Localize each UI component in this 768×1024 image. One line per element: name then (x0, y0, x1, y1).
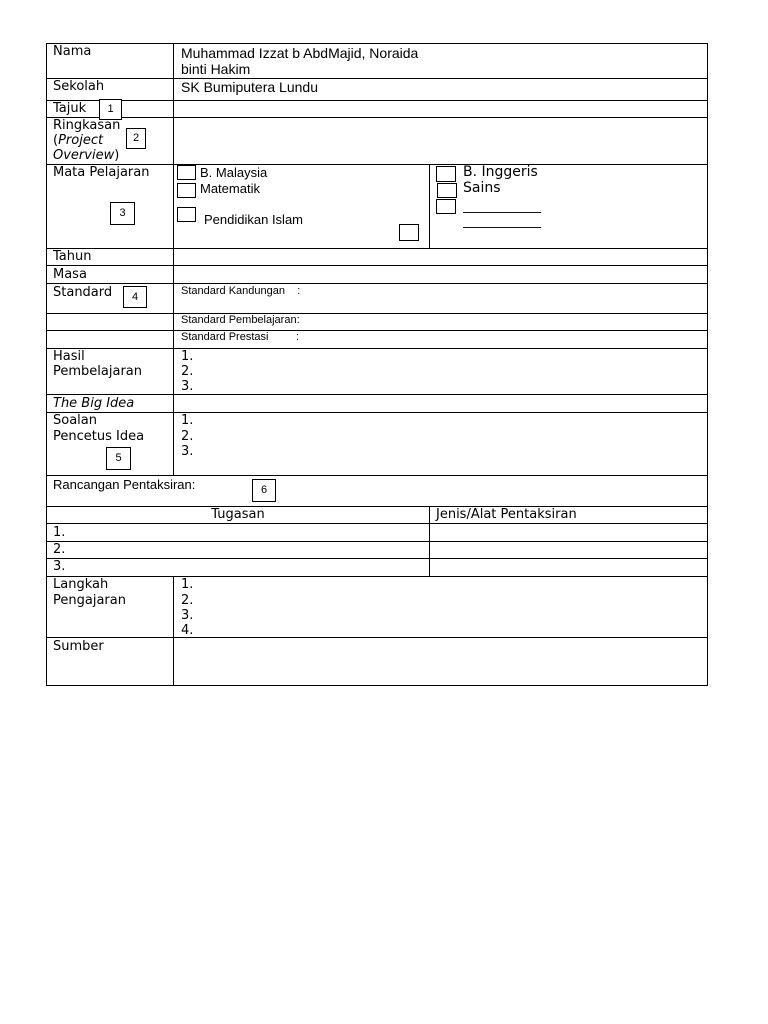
masa-label: Masa (53, 267, 87, 282)
langkah-item-1: 1. (181, 577, 194, 592)
langkah-label-line2: Pengajaran (53, 593, 126, 608)
rule (173, 43, 174, 476)
checkbox-matematik[interactable] (177, 183, 196, 198)
sekolah-value: SK Bumiputera Lundu (181, 79, 318, 95)
rule (46, 541, 708, 542)
checkbox-b-malaysia[interactable] (177, 165, 196, 180)
hasil-label-line2: Pembelajaran (53, 364, 142, 379)
rule (46, 313, 708, 314)
option-blank-1: ____________ (463, 199, 541, 214)
table-row: 3. (53, 559, 66, 574)
rule (46, 330, 708, 331)
rancangan-label: Rancangan Pentaksiran: (53, 477, 196, 492)
option-blank-2: ____________ (463, 214, 541, 229)
soalan-label-line2: Pencetus Idea (53, 429, 145, 444)
langkah-item-3: 3. (181, 608, 194, 623)
langkah-item-4: 4. (181, 623, 194, 638)
rule (46, 265, 708, 266)
rule (46, 475, 708, 476)
rule (46, 558, 708, 559)
option-sains: Sains (463, 180, 501, 196)
rule (46, 283, 708, 284)
big-idea-label: The Big Idea (53, 396, 135, 411)
nama-value-line2: binti Hakim (181, 61, 251, 77)
ringkasan-label-line2: (Project (53, 133, 104, 148)
sekolah-label: Sekolah (53, 79, 105, 94)
sumber-label: Sumber (53, 639, 104, 654)
hasil-item-1: 1. (181, 349, 194, 364)
rule (46, 394, 708, 395)
ringkasan-label-line1: Ringkasan (53, 118, 121, 133)
marker-4: 4 (123, 286, 147, 308)
rule (46, 117, 708, 118)
rule (46, 348, 708, 349)
tahun-label: Tahun (53, 249, 92, 264)
rule (46, 100, 708, 101)
hasil-item-3: 3. (181, 379, 194, 394)
checkbox-sains[interactable] (437, 183, 457, 198)
rule (429, 164, 430, 249)
jenis-alat-header: Jenis/Alat Pentaksiran (436, 507, 577, 522)
marker-5: 5 (106, 447, 131, 470)
rule (46, 43, 708, 44)
nama-label: Nama (53, 44, 92, 59)
hasil-item-2: 2. (181, 364, 194, 379)
standard-pembelajaran: Standard Pembelajaran: (181, 314, 300, 326)
rule (173, 576, 174, 686)
ringkasan-label-line3: Overview) (53, 148, 120, 163)
hasil-label-line1: Hasil (53, 349, 85, 364)
table-row: 1. (53, 525, 66, 540)
rule (46, 637, 708, 638)
marker-1: 1 (99, 99, 122, 120)
checkbox-b-inggeris[interactable] (436, 166, 456, 182)
rule (46, 78, 708, 79)
soalan-item-3: 3. (181, 444, 194, 459)
standard-prestasi: Standard Prestasi : (181, 331, 299, 343)
marker-6: 6 (252, 479, 276, 502)
tajuk-label: Tajuk (53, 101, 87, 116)
rule (46, 43, 47, 686)
langkah-item-2: 2. (181, 593, 194, 608)
rule (707, 43, 708, 686)
checkbox-pendidikan-islam[interactable] (177, 207, 196, 222)
tugasan-header: Tugasan (211, 507, 265, 522)
checkbox-extra[interactable] (399, 224, 419, 241)
option-matematik: Matematik (200, 181, 260, 196)
rule (46, 248, 708, 249)
rule (46, 412, 708, 413)
table-row: 2. (53, 542, 66, 557)
standard-kandungan: Standard Kandungan : (181, 285, 301, 297)
rule (46, 576, 708, 577)
soalan-item-2: 2. (181, 429, 194, 444)
marker-2: 2 (126, 128, 146, 149)
soalan-label-line1: Soalan (53, 413, 97, 428)
nama-value-line1: Muhammad Izzat b AbdMajid, Noraida (181, 45, 419, 61)
option-b-inggeris: B. Inggeris (463, 164, 538, 180)
mata-pelajaran-label: Mata Pelajaran (53, 165, 150, 180)
rule (46, 523, 708, 524)
rule (429, 506, 430, 577)
soalan-item-1: 1. (181, 413, 194, 428)
standard-label: Standard (53, 285, 113, 300)
langkah-label-line1: Langkah (53, 577, 109, 592)
option-pendidikan-islam: Pendidikan Islam (204, 212, 303, 227)
option-b-malaysia: B. Malaysia (200, 165, 268, 180)
marker-3: 3 (110, 202, 135, 225)
checkbox-other[interactable] (436, 199, 456, 214)
rule (46, 685, 708, 686)
